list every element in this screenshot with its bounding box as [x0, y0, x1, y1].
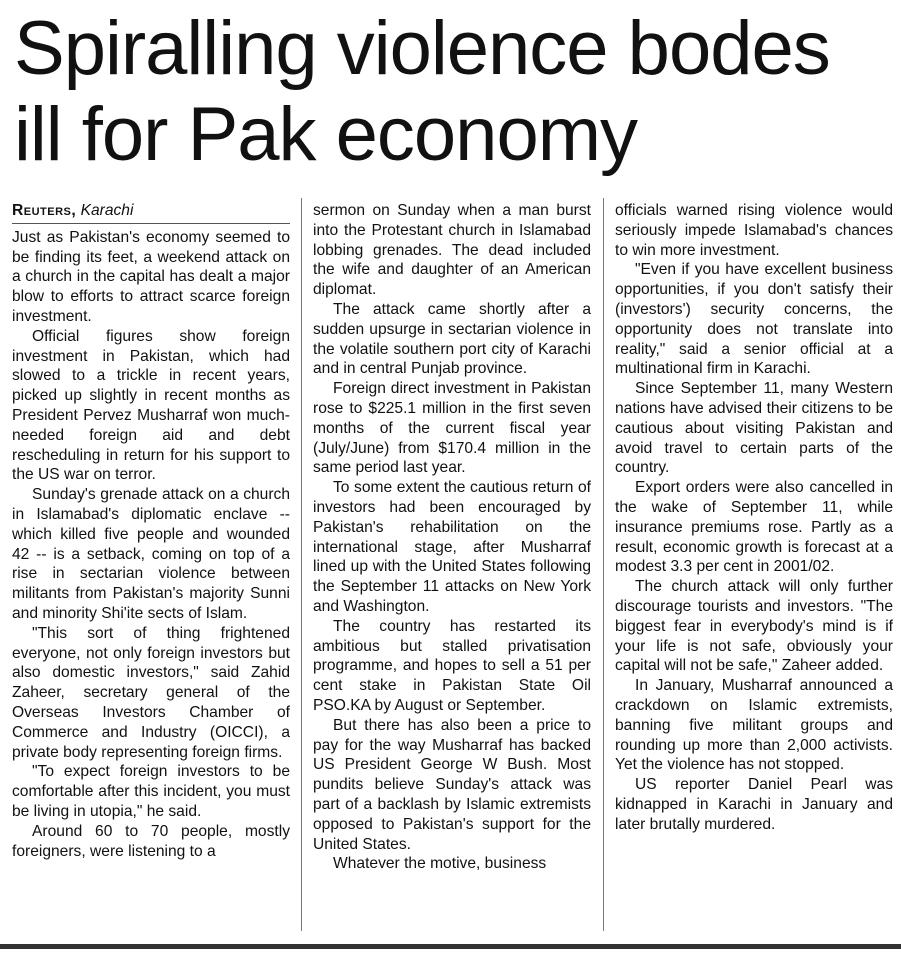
- byline-place: Karachi: [80, 202, 134, 219]
- byline-agency: Reuters,: [12, 202, 77, 219]
- paragraph: In January, Musharraf announced a crackdown on Islamic extremists, banning five militant groups and rounding up more than 2,000 activists. Yet the violence has not stopped.: [615, 677, 893, 774]
- article-column-3: [615, 201, 893, 835]
- paragraph: Whatever the motive, business: [333, 855, 547, 873]
- paragraph: Since September 11, many Western nations have advised their citizens to be cautious about visiting Pakistan and avoid travel to certain parts of the country.: [615, 380, 893, 477]
- paragraph: But there has also been a price to pay for the way Musharraf has backed US President George W Bush. Most pundits believe Sunday's attack was part of a backlash by Islamic extremists opposed to Pakistan's support for the United States.: [313, 716, 591, 853]
- column-divider: [301, 198, 302, 931]
- headline: [14, 6, 894, 178]
- paragraph: "To expect foreign investors to be comfortable after this incident, you must be living in utopia," he said.: [12, 763, 290, 820]
- paragraph: sermon on Sunday when a man burst into the Protestant church in Islamabad lobbing grenades. The dead included the wife and daughter of an American diplomat.: [313, 202, 591, 299]
- paragraph: "Even if you have excellent business opportunities, if you don't satisfy their (investors') security concerns, the opportunity does not translate into reality," said a senior official at a multinational firm in Karachi.: [615, 261, 893, 378]
- paragraph: Export orders were also cancelled in the wake of September 11, while insurance premiums rose. Partly as a result, economic growth is forecast at a modest 3.3 per cent in 2001/02.: [615, 479, 893, 576]
- article-column-1: [12, 201, 290, 861]
- paragraph: To some extent the cautious return of investors had been encouraged by Pakistan's rehabilitation on the international stage, after Musharraf lined up with the United States following the September 11 attacks on New York and Washington.: [313, 479, 591, 615]
- paragraph: Just as Pakistan's economy seemed to be finding its feet, a weekend attack on a church in the capital has dealt a major blow to efforts to attract scarce foreign investment.: [12, 228, 290, 325]
- headline-line-2: ill for Pak economy: [14, 92, 638, 177]
- article-column-2: [313, 201, 591, 874]
- paragraph: Sunday's grenade attack on a church in Islamabad's diplomatic enclave -- which killed five people and wounded 42 -- is a setback, coming on top of a rise in sectarian violence between militants from Pakistan's majority Sunni and minority Shi'ite sects of Islam.: [12, 486, 290, 622]
- paragraph: The country has restarted its ambitious but stalled privatisation programme, and hopes to sell a 51 per cent stake in Pakistan State Oil PSO.KA by August or September.: [313, 617, 591, 714]
- paragraph: The attack came shortly after a sudden upsurge in sectarian violence in the volatile southern port city of Karachi and in central Punjab province.: [313, 300, 591, 378]
- headline-line-1: Spiralling violence bodes: [14, 6, 830, 91]
- byline: [12, 201, 290, 224]
- bottom-rule: [0, 944, 901, 949]
- paragraph: "This sort of thing frightened everyone, not only foreign investors but also domestic investors," said Zahid Zaheer, secretary general of the Overseas Investors Chamber of Commerce and Industry (OICCI), a private body representing foreign firms.: [12, 624, 290, 761]
- paragraph: The church attack will only further discourage tourists and investors. "The biggest fear in everybody's mind is if your life is not safe, obviously your capital will not be safe," Zaheer added.: [615, 578, 893, 675]
- column-divider: [603, 198, 604, 931]
- paragraph: Official figures show foreign investment in Pakistan, which had slowed to a trickle in recent years, picked up slightly in recent months as President Pervez Musharraf won much-needed foreign aid and debt rescheduling in return for his support to the US war on terror.: [12, 327, 290, 484]
- paragraph: Around 60 to 70 people, mostly foreigners, were listening to a: [12, 822, 290, 860]
- paragraph: Foreign direct investment in Pakistan rose to $225.1 million in the first seven months of the current fiscal year (July/June) from $170.4 million in the same period last year.: [313, 380, 591, 477]
- paragraph: US reporter Daniel Pearl was kidnapped in Karachi in January and later brutally murdered.: [615, 776, 893, 833]
- paragraph: officials warned rising violence would seriously impede Islamabad's chances to win more investment.: [615, 202, 893, 259]
